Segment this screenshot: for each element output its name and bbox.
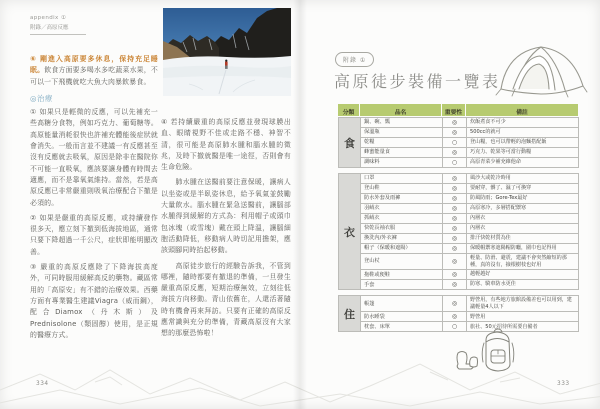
snowfield-hiker-photo <box>163 8 291 96</box>
importance-cell: ◎ <box>443 234 467 244</box>
intro-number: ⑥ <box>30 55 37 63</box>
item-cell: 乾糧 <box>361 138 443 148</box>
note-cell: 內層衣 <box>467 224 579 234</box>
category-cell: 住 <box>339 296 361 332</box>
category-cell: 食 <box>339 118 361 168</box>
table-row <box>339 280 579 290</box>
table-row <box>339 174 579 184</box>
importance-cell: ◎ <box>443 148 467 158</box>
importance-cell: ◎ <box>443 184 467 194</box>
running-header <box>30 15 100 35</box>
table-row <box>339 148 579 158</box>
gear-table-section <box>338 173 579 290</box>
note-cell: 炊飯煮食不可少 <box>467 118 579 128</box>
table-row <box>339 128 579 138</box>
item-cell: 羽絨衣 <box>361 204 443 214</box>
item-cell: 手套 <box>361 280 443 290</box>
item-cell: 防水外套及雨褲 <box>361 194 443 204</box>
gear-table <box>338 104 578 337</box>
backpack-illustration-icon <box>450 328 524 378</box>
item-cell: 調味料 <box>361 158 443 168</box>
gear-table-section <box>338 117 579 168</box>
body-paragraph: ③ 嚴重的高原反應除了下降海拔高度外，可同時服用緩解高反的藥物。藏區常用的「高原安」有不錯的治療效果。西藥方面有專業醫生建議Viagra（威而鋼），配合Diamox（丹木斯）及Prednisolone（類固醇）使用，是正規的醫療方式。 <box>30 263 158 339</box>
body-paragraph: ② 如果是嚴重的高原反應，或持續發作很多天，應立刻下撤到低海拔地區，通常只要下降超過一千公尺，症狀即能明顯改善。 <box>30 213 158 256</box>
header-note: 備註 <box>516 110 528 116</box>
left-column-1 <box>30 54 158 345</box>
header-category: 分類 <box>338 104 360 116</box>
page-number-right: 333 <box>557 381 570 387</box>
body-paragraph: 肺水腫在送醫前要注意保暖，讓病人以坐姿或是半臥姿休息，給予氧氣並鼓勵大量飲水。腦水腫在緊急送醫前，讓腦部水腫得到緩解的方式為：利用帽子或頭巾包冰塊（或雪塊）戴在頭上降溫，讓腦細胞活動降低，移動病人時切記用擔架，應該頭腳同時抬起移動。 <box>161 178 291 255</box>
header-importance: 重要性 <box>442 104 466 116</box>
appendix-badge: 附錄 ① <box>335 52 374 67</box>
note-cell: 內層衣 <box>467 214 579 224</box>
table-row <box>339 224 579 234</box>
note-cell: 輕量、防滑、避震，建議不會突然縮短的那種，真的沒有，撿根樹枝也好用 <box>467 254 579 270</box>
note-cell: 防風防雨；Gore-Tex最好 <box>467 194 579 204</box>
importance-cell: ◎ <box>443 118 467 128</box>
item-cell: 登山杖 <box>361 254 443 270</box>
item-cell: 防水睡袋 <box>361 312 443 322</box>
body-paragraph: ① 如果只是輕微的反應，可以先補充一些高糖分食物，例如巧克力、葡萄糖等。高原能量消耗很快也許補充體能後症狀就會消失。一般而言並不建議一有反應甚至沒有反應就去吸氧，原因是除非在醫院你不可能一直吸氧，應該要讓身體有時間去適應，而不是靠氧氣維持。當然，若是高原反應已非常嚴重則吸氧治療配合下撤是必須的。 <box>30 108 158 207</box>
item-cell: 帽子（保暖和遮陽） <box>361 244 443 254</box>
importance-cell: ◎ <box>443 296 467 312</box>
note-cell: 越輕越好 <box>467 270 579 280</box>
note-cell: 500cc的就可 <box>467 128 579 138</box>
page-number-left: 334 <box>36 381 49 387</box>
item-cell: 換洗內/外衣褲 <box>361 234 443 244</box>
importance-cell: ○ <box>443 158 467 168</box>
note-cell: 登山糧，也可以帶輕的泡麵搭配飯 <box>467 138 579 148</box>
category-cell: 衣 <box>339 174 361 290</box>
left-column-2 <box>161 117 291 344</box>
running-header-en: appendix ① <box>30 15 67 21</box>
table-row <box>339 214 579 224</box>
gear-table-header <box>338 104 578 116</box>
importance-cell: ◎ <box>443 312 467 322</box>
table-row <box>339 270 579 280</box>
col2-paragraphs <box>161 117 291 340</box>
item-cell: 抓絨衣 <box>361 214 443 224</box>
item-cell: 拖鞋或便鞋 <box>361 270 443 280</box>
item-cell: 保溫瓶 <box>361 128 443 138</box>
item-cell: 快乾長袖衣服 <box>361 224 443 234</box>
importance-cell: ◎ <box>443 214 467 224</box>
header-item: 品名 <box>360 104 442 116</box>
note-cell: 高原青菜少補充維他命 <box>467 158 579 168</box>
item-cell: 鍋、碗、瓢 <box>361 118 443 128</box>
note-cell: 要耐穿，髒了、濕了可換穿 <box>467 184 579 194</box>
importance-cell: ◎ <box>443 128 467 138</box>
note-cell: 野營用，有些地方旅館設備差也可以用到，建議輕量4人以下 <box>467 296 579 312</box>
table-row <box>339 234 579 244</box>
table-row <box>339 254 579 270</box>
table-row <box>339 184 579 194</box>
note-cell: 防寒、騎車防水更佳 <box>467 280 579 290</box>
importance-cell: ◎ <box>443 270 467 280</box>
item-cell: 口罩 <box>361 174 443 184</box>
importance-cell: ◎ <box>443 224 467 234</box>
table-row <box>339 244 579 254</box>
col1-paragraphs <box>30 107 158 341</box>
importance-cell: ○ <box>443 322 467 332</box>
intro-paragraph <box>30 54 158 88</box>
table-row <box>339 138 579 148</box>
importance-cell: ◎ <box>443 254 467 270</box>
importance-cell: ◎ <box>443 280 467 290</box>
note-cell: 野營用 <box>467 312 579 322</box>
treatment-section-header: ◎治療 <box>30 93 53 103</box>
body-paragraph: 高原徒步旅行的經驗告訴我，不管到哪裡，隨時都要有撤退的準備，一旦發生嚴重高原反應，短期治療無效，立刻往低海拔方向移動。青山依舊在，人還活著隨時有機會再來拜訪。只要有正確的高原反應常識與充分的準備，青藏高原沒有大家想的那麼恐怖啦！ <box>161 261 291 338</box>
page-title: 高原徒步裝備一覽表 <box>334 72 501 91</box>
note-cell: 巧克力、乾果等可當行動糧 <box>467 148 579 158</box>
table-row <box>339 204 579 214</box>
table-row <box>339 194 579 204</box>
running-header-zh: 附錄／高原反應 <box>30 23 86 35</box>
note-cell: 保暖帽禦寒遮陽帽防曬，圍巾也記得用 <box>467 244 579 254</box>
table-row <box>339 118 579 128</box>
gear-table-section <box>338 295 579 332</box>
intro-rest: 飲食方面要多喝水多吃蔬菜水果，不可以一下飛機就吃大魚大肉暴飲暴食。 <box>30 66 158 86</box>
importance-cell: ◎ <box>443 244 467 254</box>
tent-illustration-icon <box>494 38 588 104</box>
item-cell: 帳篷 <box>361 296 443 312</box>
note-cell: 高原寒冷，多層搭配禦寒 <box>467 204 579 214</box>
table-row <box>339 312 579 322</box>
page-gutter <box>293 0 307 409</box>
table-row <box>339 158 579 168</box>
importance-cell: ◎ <box>443 194 467 204</box>
item-cell: 登山鞋 <box>361 184 443 194</box>
importance-cell: ◎ <box>443 204 467 214</box>
gear-table-sections <box>338 117 578 332</box>
body-paragraph: ④ 若持續嚴重的高原反應並發現球膜出血、眼睛視野不佳或走路不穩、神智不清，很可能是高原肺水腫和腦水腫的徵兆，及時下撤就醫是唯一途徑，否則會有生命危險。 <box>161 118 291 172</box>
table-row <box>339 296 579 312</box>
item-cell: 蜂蜜能量食 <box>361 148 443 158</box>
importance-cell: ◎ <box>443 174 467 184</box>
item-cell: 枕套、床單 <box>361 322 443 332</box>
importance-cell: ○ <box>443 138 467 148</box>
note-cell: 排汗快乾材質為佳 <box>467 234 579 244</box>
intro-highlight: 剛進入高原要多休息，保持充足睡眠。 <box>30 55 158 75</box>
note-cell: 旅社、50元招待所需要自備者 <box>467 322 579 332</box>
note-cell: 風沙大或乾冷時用 <box>467 174 579 184</box>
